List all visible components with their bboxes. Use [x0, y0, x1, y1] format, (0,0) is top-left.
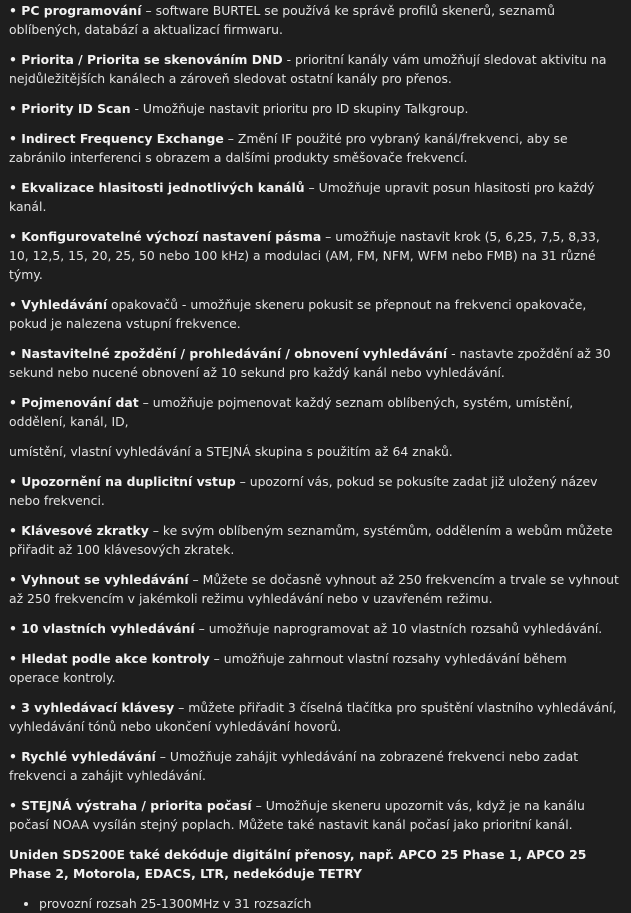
feature-item-pc-programming	[9, 1, 619, 39]
feature-description: - nastavte zpoždění až 30 sekund nebo nucené obnovení až 10 sekund pro každý kanál nebo vyhledávání.	[9, 346, 611, 380]
feature-title: • Indirect Frequency Exchange	[9, 131, 224, 146]
feature-item-data-naming	[9, 393, 619, 431]
feature-item-search-with-scan	[9, 649, 619, 687]
feature-description: – umožňuje nastavit krok (5, 6,25, 7,5, 8,33, 10, 12,5, 15, 20, 25, 50 nebo 100 kHz) a modulaci (AM, FM, NFM, WFM nebo FMB) na 31 různé týmy.	[9, 229, 600, 282]
feature-description: - Umožňuje nastavit prioritu pro ID skupiny Talkgroup.	[130, 101, 469, 116]
feature-description: – umožňuje pojmenovat každý seznam oblíbených, systém, umístění, oddělení, kanál, ID,	[9, 395, 574, 429]
digital-decoding-statement: Uniden SDS200E také dekóduje digitální přenosy, např. APCO 25 Phase 1, APCO 25 Phase 2, Motorola, EDACS, LTR, nedekóduje TETRY	[9, 847, 587, 881]
feature-description: – Můžete se dočasně vyhnout až 250 frekvencím a trvale se vyhnout až 250 frekvencím v jakémkoli režimu vyhledávání nebo v uzavřeném režimu.	[9, 572, 619, 606]
feature-title: • 10 vlastních vyhledávání	[9, 621, 195, 636]
feature-title: • PC programování	[9, 3, 142, 18]
feature-title: • Vyhnout se vyhledávání	[9, 572, 189, 587]
feature-description: - prioritní kanály vám umožňují sledovat aktivitu na nejdůležitějších kanálech a zároveň sledovat ostatní kanály pro přenos.	[9, 52, 607, 86]
feature-description: – ke svým oblíbeným seznamům, systémům, oddělením a webům můžete přiřadit až 100 klávesových zkratek.	[9, 523, 613, 557]
feature-title: • Klávesové zkratky	[9, 523, 149, 538]
feature-title: • Ekvalizace hlasitosti jednotlivých kanálů	[9, 180, 305, 195]
feature-description: umístění, vlastní vyhledávání a STEJNÁ skupina s použitím až 64 znaků.	[9, 444, 453, 459]
feature-title: • 3 vyhledávací klávesy	[9, 700, 175, 715]
feature-title: • Rychlé vyhledávání	[9, 749, 156, 764]
feature-item-priority-dnd	[9, 50, 619, 88]
feature-description: – software BURTEL se používá ke správě profilů skenerů, seznamů oblíbených, databází a aktualizací firmwaru.	[9, 3, 555, 37]
feature-description: – umožňuje zahrnout vlastní rozsahy vyhledávání během operace kontroly.	[9, 651, 567, 685]
feature-description: – umožňuje naprogramovat až 10 vlastních rozsahů vyhledávání.	[194, 621, 603, 636]
feature-item-volume-equalization	[9, 178, 619, 216]
feature-title: • Priorita / Priorita se skenováním DND	[9, 52, 283, 67]
feature-title: • Pojmenování dat	[9, 395, 139, 410]
feature-description: – můžete přiřadit 3 číselná tlačítka pro spuštění vlastního vyhledávání, vyhledávání tónů nebo ukončení vyhledávání hovorů.	[9, 700, 617, 734]
feature-description: opakovačů - umožňuje skeneru pokusit se přepnout na frekvenci opakovače, pokud je nalezena vstupní frekvence.	[9, 297, 587, 331]
feature-item-search-avoid	[9, 570, 619, 608]
feature-description: – Umožňuje upravit posun hlasitosti pro každý kanál.	[9, 180, 595, 214]
feature-description: – Změní IF použité pro vybraný kanál/frekvenci, aby se zabránilo interferenci s obrazem a dalšími produkty směšovače frekvencí.	[9, 131, 568, 165]
feature-title: • Priority ID Scan	[9, 101, 131, 116]
feature-item-indirect-frequency	[9, 129, 619, 167]
feature-item-priority-id-scan	[9, 99, 619, 118]
feature-item-data-naming-continued	[9, 442, 619, 461]
feature-title: • Konfigurovatelné výchozí nastavení pásma	[9, 229, 322, 244]
feature-title: • Hledat podle akce kontroly	[9, 651, 210, 666]
feature-title: • Upozornění na duplicitní vstup	[9, 474, 236, 489]
feature-item-delay-resume	[9, 344, 619, 382]
product-feature-list	[9, 1, 619, 913]
feature-title: • Nastavitelné zpoždění / prohledávání / obnovení vyhledávání	[9, 346, 448, 361]
feature-title: • Vyhledávání	[9, 297, 108, 312]
feature-item-band-defaults	[9, 227, 619, 284]
feature-description: – upozorní vás, pokud se pokusíte zadat již uložený název nebo frekvenci.	[9, 474, 598, 508]
feature-item-custom-search	[9, 619, 619, 638]
feature-item-repeater-search	[9, 295, 619, 333]
spec-bullet-list	[9, 894, 619, 913]
feature-item-quick-search	[9, 747, 619, 785]
list-item: • provozní rozsah 25-1300MHz v 31 rozsazích	[39, 894, 619, 913]
feature-item-quick-keys	[9, 521, 619, 559]
feature-description: – Umožňuje skeneru upozornit vás, když je na kanálu počasí NOAA vysílán stejný poplach. Můžete také nastavit kanál počasí jako prioritní kanál.	[9, 798, 585, 832]
feature-item-duplicate-alert	[9, 472, 619, 510]
feature-item-search-keys	[9, 698, 619, 736]
feature-title: • STEJNÁ výstraha / priorita počasí	[9, 798, 252, 813]
feature-description: – Umožňuje zahájit vyhledávání na zobrazené frekvenci nebo zadat frekvenci a zahájit vyhledávání.	[9, 749, 579, 783]
feature-item-same-weather-alert	[9, 796, 619, 834]
